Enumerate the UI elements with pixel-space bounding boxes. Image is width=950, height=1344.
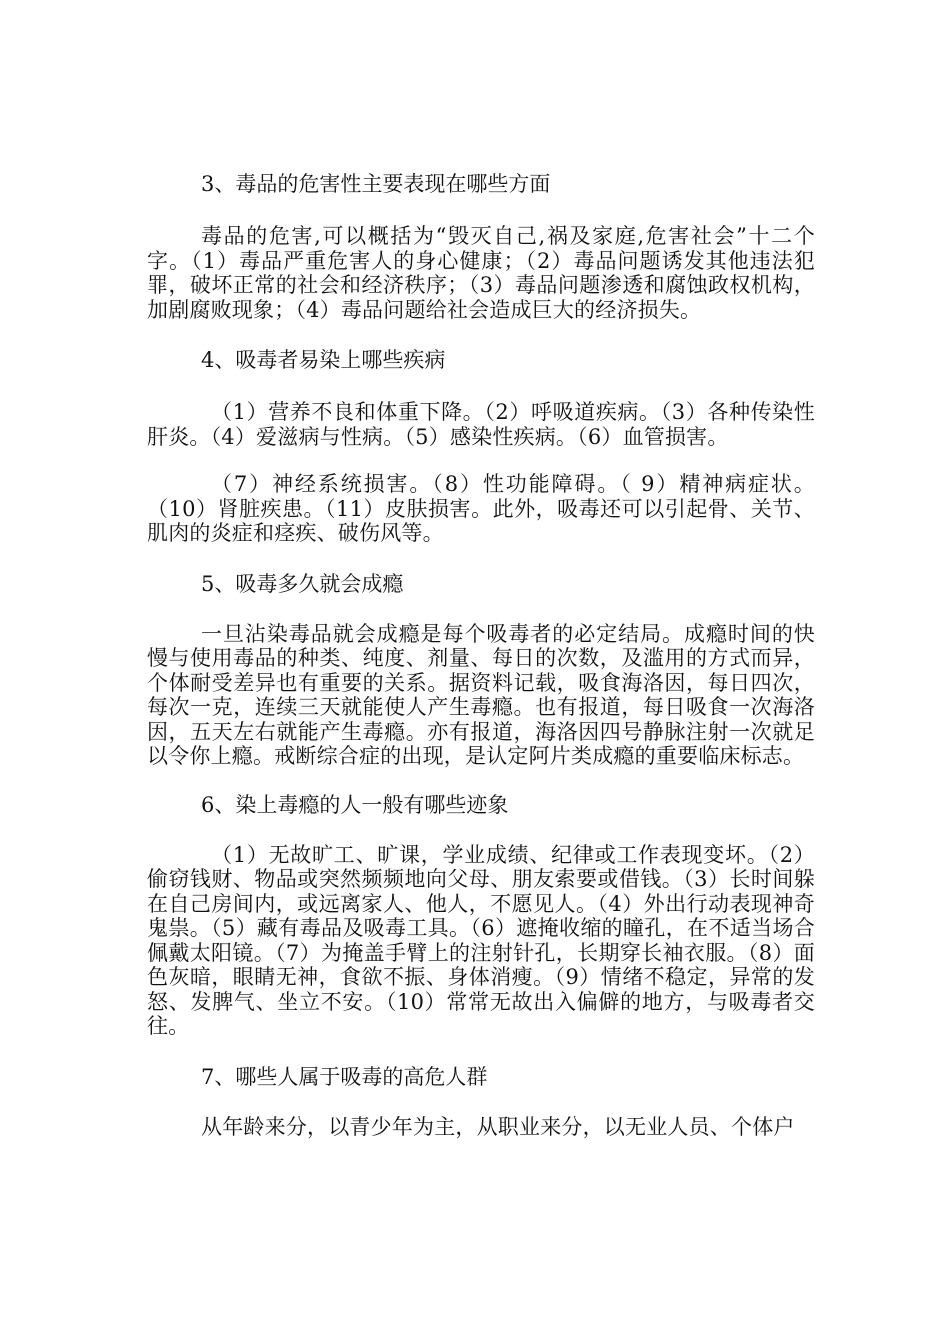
- section-heading-7: 7、哪些人属于吸毒的高危人群: [201, 1064, 488, 1089]
- section-6-paragraph: （1）无故旷工、旷课，学业成绩、纪律或工作表现变坏。（2）偷窃钱财、物品或突然频频地向父母、朋友索要或借钱。（3）长时间躲在自己房间内，或远离家人、他人，不愿见人。（4）外出行动表现神奇鬼祟。（5）藏有毒品及吸毒工具。（6）遮掩收缩的瞳孔，在不适当场合佩戴太阳镜。（7）为掩盖手臂上的注射针孔，长期穿长袖衣服。（8）面色灰暗，眼睛无神，食欲不振、身体消瘦。（9）情绪不稳定，异常的发怒、发脾气、坐立不安。（10）常常无故出入偏僻的地方，与吸毒者交往。: [147, 842, 815, 1038]
- section-5-paragraph: 一旦沾染毒品就会成瘾是每个吸毒者的必定结局。成瘾时间的快慢与使用毒品的种类、纯度、剂量、每日的次数，及滥用的方式而异，个体耐受差异也有重要的关系。据资料记载，吸食海洛因，每日四次，每次一克，连续三天就能使人产生毒瘾。也有报道，每日吸食一次海洛因，五天左右就能产生毒瘾。亦有报道，海洛因四号静脉注射一次就足以令你上瘾。戒断综合症的出现，是认定阿片类成瘾的重要临床标志。: [147, 621, 815, 768]
- section-heading-4: 4、吸毒者易染上哪些疾病: [201, 348, 446, 372]
- section-4-paragraph-2: （7）神经系统损害。（8）性功能障碍。（ 9）精神病症状。（10）肾脏疾患。（11）皮肤损害。此外，吸毒还可以引起骨、关节、肌肉的炎症和痉疾、破伤风等。: [147, 472, 815, 545]
- section-heading-6: 6、染上毒瘾的人一般有哪些迹象: [201, 792, 509, 817]
- section-heading-3: 3、毒品的危害性主要表现在哪些方面: [201, 172, 551, 196]
- section-heading-5: 5、吸毒多久就会成瘾: [201, 571, 404, 596]
- section-3-paragraph: 毒品的危害,可以概括为“毁灭自己,祸及家庭,危害社会”十二个字。（1）毒品严重危害人的身心健康；（2）毒品问题诱发其他违法犯罪，破坏正常的社会和经济秩序；（3）毒品问题渗透和腐蚀政权机构，加剧腐败现象；（4）毒品问题给社会造成巨大的经济损失。: [147, 224, 815, 322]
- document-page: [147, 170, 815, 1139]
- section-4-paragraph-1: （1）营养不良和体重下降。（2）呼吸道疾病。（3）各种传染性肝炎。（4）爱滋病与性病。（5）感染性疾病。（6）血管损害。: [147, 400, 815, 449]
- section-7-paragraph: 从年龄来分，以青少年为主，从职业来分，以无业人员、个体户: [201, 1114, 795, 1139]
